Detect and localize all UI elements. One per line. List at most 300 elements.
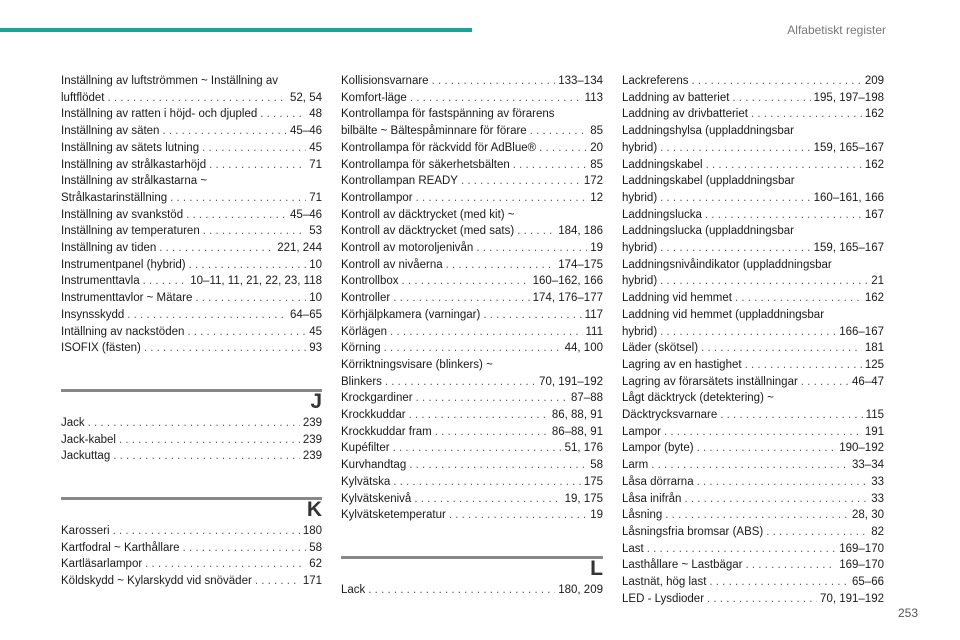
entry-term: Lampor (byte) [622, 442, 694, 455]
dot-leader [732, 90, 810, 107]
entry-pages: 45–46 [290, 125, 322, 138]
index-entry [341, 507, 603, 524]
entry-term: Komfort-läge [341, 91, 407, 104]
entry-pages: 190–192 [839, 442, 884, 455]
entry-pages: 10–11, 11, 21, 22, 23, 118 [190, 275, 322, 288]
index-column-2 [341, 73, 603, 599]
entry-pages: 111 [585, 325, 603, 338]
entry-pages: 64–65 [290, 308, 322, 321]
entry-term: Låsa inifrån [622, 492, 682, 505]
index-entry [61, 123, 322, 140]
entry-term: Läder (skötsel) [622, 342, 699, 355]
entry-pages: 160–162, 166 [532, 275, 603, 288]
entry-term: hybrid) [622, 242, 658, 255]
dot-leader [255, 573, 300, 590]
entry-pages: 115 [865, 409, 884, 422]
entries-group [61, 523, 322, 590]
entry-term: Lagring av förarsätets inställningar [622, 375, 798, 388]
dot-leader [113, 523, 300, 540]
index-entry [61, 207, 322, 224]
index-entry [341, 223, 603, 240]
index-entry [341, 257, 603, 274]
dot-leader [691, 73, 861, 90]
entry-pages: 20 [590, 141, 603, 154]
dot-leader [368, 582, 555, 599]
entries-group [61, 73, 322, 357]
entry-pages: 125 [864, 358, 884, 371]
index-entry [61, 415, 322, 432]
entry-term: Intällning av nackstöden [61, 325, 185, 338]
entry-term: Kylvätskenivå [341, 492, 412, 505]
dot-leader [393, 474, 581, 491]
index-entry [622, 273, 884, 290]
dot-leader [209, 157, 306, 174]
entry-pages: 195, 197–198 [813, 91, 884, 104]
dot-leader [697, 474, 869, 491]
entry-pages: 209 [864, 75, 884, 87]
index-entry [622, 157, 884, 174]
dot-leader [476, 240, 587, 257]
dot-leader [162, 123, 287, 140]
section-divider [341, 556, 603, 559]
index-entry-line: Laddning vid hemmet (uppladdningsbar [622, 308, 825, 321]
entry-term: Kontrollampor [341, 191, 413, 204]
dot-leader [709, 574, 849, 591]
entry-pages: 191 [864, 425, 884, 438]
dot-leader [517, 223, 555, 240]
entry-pages: 86, 88, 91 [551, 409, 603, 422]
index-entry [341, 123, 603, 140]
dot-leader [705, 207, 862, 224]
dot-leader [144, 340, 306, 357]
entry-term: Karosseri [61, 525, 110, 538]
section-letter: J [310, 389, 322, 413]
index-entry [341, 374, 603, 391]
entries-group [622, 73, 884, 608]
entry-pages: 58 [590, 459, 603, 472]
index-entry [61, 523, 322, 540]
entry-term: Körlägen [341, 325, 388, 338]
dot-leader [660, 273, 868, 290]
entry-pages: 181 [864, 342, 884, 355]
index-entry [341, 440, 603, 457]
dot-leader [416, 190, 588, 207]
entry-term: Krockgardiner [341, 392, 413, 405]
dot-leader [195, 290, 306, 307]
entry-pages: 33 [871, 492, 884, 505]
entry-pages: 10 [309, 292, 322, 305]
entry-pages: 33 [871, 475, 884, 488]
index-entry-line: Inställning av strålkastarna ~ [61, 175, 208, 188]
index-entry [622, 106, 884, 123]
entry-term: Körning [341, 342, 381, 355]
index-entry [622, 340, 884, 357]
entry-term: Lasthållare ~ Lastbägar [622, 559, 743, 572]
entry-pages: 180, 209 [558, 583, 603, 596]
dot-leader [697, 440, 837, 457]
entry-term: Lastnät, hög last [622, 576, 707, 589]
entry-pages: 167 [864, 208, 884, 221]
entry-pages: 169–170 [839, 559, 884, 572]
entry-term: hybrid) [622, 191, 658, 204]
entry-pages: 117 [584, 308, 603, 321]
index-entry [622, 591, 884, 608]
index-entry [622, 290, 884, 307]
dot-leader [189, 257, 307, 274]
index-entry [622, 574, 884, 591]
dot-leader [651, 457, 849, 474]
entry-pages: 162 [864, 108, 884, 121]
entry-pages: 53 [309, 225, 322, 238]
index-entry [61, 556, 322, 573]
index-entry [622, 73, 884, 90]
entry-pages: 171 [302, 575, 322, 588]
section-letter: K [306, 498, 322, 522]
dot-leader [186, 207, 287, 224]
entry-term: Lampor [622, 425, 661, 438]
entry-term: Strålkastarinställning [61, 191, 168, 204]
entry-pages: 159, 165–167 [813, 141, 884, 154]
index-entry-line: Inställning av luftströmmen ~ Inställning av [61, 75, 279, 87]
entry-pages: 113 [584, 91, 603, 104]
entry-term: Låsning [622, 509, 663, 522]
entry-pages: 65–66 [852, 576, 884, 589]
index-entry [341, 140, 603, 157]
index-entry [61, 573, 322, 590]
entry-pages: 133–134 [558, 75, 603, 87]
entry-pages: 239 [302, 416, 322, 429]
entry-term: Laddningslucka [622, 208, 702, 221]
index-entry [61, 540, 322, 557]
index-entry-line: Laddningshylsa (uppladdningsbar [622, 125, 794, 138]
entries-group [341, 582, 603, 599]
entry-term: Inställning av strålkastarhöjd [61, 158, 207, 171]
page-number: 253 [897, 606, 918, 620]
entry-pages: 71 [309, 158, 322, 171]
index-entry-line: Laddningslucka (uppladdningsbar [622, 225, 794, 238]
index-entry [622, 407, 884, 424]
index-entry [341, 240, 603, 257]
entry-pages: 172 [583, 175, 603, 188]
section-heading-j [61, 381, 322, 411]
dot-leader [385, 374, 536, 391]
entry-term: Inställning av tiden [61, 242, 157, 255]
entry-term: Inställning av ratten i höjd- och djupled [61, 108, 258, 121]
dot-leader [414, 491, 561, 508]
entry-term: Inställning av svankstöd [61, 208, 184, 221]
index-entry [341, 340, 603, 357]
index-column-3 [622, 73, 884, 608]
dot-leader [660, 324, 836, 341]
entry-term: hybrid) [622, 325, 658, 338]
dot-leader [446, 257, 556, 274]
dot-leader [113, 448, 300, 465]
entry-term: Kontrollampan READY [341, 175, 458, 188]
entry-term: Kontroller [341, 292, 391, 305]
index-entry-line: Körriktningsvisare (blinkers) ~ [341, 358, 493, 371]
index-entry [61, 273, 322, 290]
index-entry-line: Kontroll av däcktrycket (med kit) ~ [341, 208, 515, 221]
index-entry [61, 90, 322, 107]
entry-term: Kurvhandtag [341, 459, 407, 472]
dot-leader [88, 415, 300, 432]
entry-pages: 162 [864, 158, 884, 171]
dot-leader [159, 240, 274, 257]
entry-term: Kartläsarlampor [61, 558, 143, 571]
entry-pages: 85 [590, 158, 603, 171]
entry-term: Inställning av sätets lutning [61, 141, 200, 154]
index-entry [61, 307, 322, 324]
index-entry [622, 507, 884, 524]
dot-leader [530, 123, 588, 140]
entry-pages: 184, 186 [558, 225, 603, 238]
index-entry [622, 474, 884, 491]
dot-leader [202, 140, 306, 157]
index-entry [61, 240, 322, 257]
index-entry [61, 432, 322, 449]
index-entry [622, 557, 884, 574]
dot-leader [706, 157, 862, 174]
dot-leader [660, 190, 810, 207]
index-entry [622, 140, 884, 157]
index-entry [61, 106, 322, 123]
dot-leader [187, 324, 306, 341]
entry-term: Jack [61, 416, 85, 429]
dot-leader [766, 524, 868, 541]
index-entry [61, 448, 322, 465]
index-entry [341, 474, 603, 491]
entry-pages: 33–34 [852, 459, 884, 472]
dot-leader [203, 223, 306, 240]
entry-term: Insynsskydd [61, 308, 125, 321]
entry-term: Kontroll av motoroljenivån [341, 242, 474, 255]
index-entry [61, 223, 322, 240]
index-entry [341, 324, 603, 341]
section-divider [61, 497, 322, 500]
entry-pages: 45–46 [290, 208, 322, 221]
entry-pages: 45 [309, 325, 322, 338]
dot-leader [801, 374, 849, 391]
entry-term: Jack-kabel [61, 433, 116, 446]
entry-pages: 71 [309, 191, 322, 204]
entry-term: Lack [341, 583, 366, 596]
entry-term: Instrumentpanel (hybrid) [61, 258, 186, 271]
index-entry [341, 582, 603, 599]
index-entry-line: Kontrollampa för fastspänning av förarens [341, 108, 555, 121]
index-entry [61, 290, 322, 307]
index-entry [341, 90, 603, 107]
entry-term: Instrumenttavla [61, 275, 140, 288]
dot-leader [416, 390, 568, 407]
index-entry-line: Laddningskabel (uppladdningsbar [622, 175, 795, 188]
index-entry [341, 390, 603, 407]
entry-term: Krockkuddar [341, 409, 406, 422]
entry-term: Kontroll av däcktrycket (med sats) [341, 225, 515, 238]
dot-leader [260, 106, 306, 123]
dot-leader [684, 491, 868, 508]
entries-group [61, 415, 322, 465]
index-entry [341, 424, 603, 441]
dot-leader [720, 407, 862, 424]
dot-leader [127, 307, 287, 324]
index-entry [341, 157, 603, 174]
index-entry [622, 524, 884, 541]
entry-term: Kollisionsvarnare [341, 75, 429, 87]
entry-pages: 44, 100 [564, 342, 603, 355]
dot-leader [746, 557, 837, 574]
entry-pages: 28, 30 [852, 509, 884, 522]
dot-leader [751, 106, 862, 123]
section-heading-l [341, 548, 603, 578]
dot-leader [449, 507, 587, 524]
entry-pages: 70, 191–192 [539, 375, 603, 388]
index-entry [622, 440, 884, 457]
entry-pages: 159, 165–167 [813, 242, 884, 255]
entry-pages: 162 [864, 292, 884, 305]
dot-leader [483, 307, 581, 324]
dot-leader [393, 290, 529, 307]
entry-pages: 12 [590, 191, 603, 204]
dot-leader [647, 541, 836, 558]
entry-pages: 62 [309, 558, 322, 571]
entry-pages: 82 [871, 525, 884, 538]
dot-leader [701, 340, 862, 357]
index-entry [341, 173, 603, 190]
dot-leader [402, 273, 530, 290]
entry-term: Kartfodral ~ Karthållare [61, 541, 180, 554]
index-entry [341, 290, 603, 307]
index-entry [622, 207, 884, 224]
entry-term: Kylvätsketemperatur [341, 509, 446, 522]
entry-pages: 87–88 [571, 392, 603, 405]
entry-pages: 10 [309, 258, 322, 271]
index-entry [622, 357, 884, 374]
section-divider [61, 389, 322, 392]
dot-leader [143, 273, 188, 290]
dot-leader [745, 357, 862, 374]
dot-leader [183, 540, 307, 557]
index-entry [61, 340, 322, 357]
dot-leader [170, 190, 306, 207]
entry-term: Körhjälpkamera (varningar) [341, 308, 481, 321]
index-column-1 [61, 73, 322, 590]
dot-leader [707, 591, 817, 608]
entry-term: hybrid) [622, 141, 658, 154]
index-entry [341, 273, 603, 290]
entry-term: Inställning av säten [61, 125, 160, 138]
dot-leader [513, 157, 587, 174]
entry-term: Kylvätska [341, 475, 391, 488]
entry-pages: 46–47 [852, 375, 884, 388]
entry-pages: 21 [871, 275, 884, 288]
entry-term: Kontrollampa för säkerhetsbälten [341, 158, 510, 171]
index-entry [622, 90, 884, 107]
index-entry [61, 140, 322, 157]
index-entry [622, 491, 884, 508]
dot-leader [665, 507, 849, 524]
entry-term: Laddning av drivbatteriet [622, 108, 748, 121]
entry-term: Kontrollampa för räckvidd för AdBlue® [341, 141, 537, 154]
entry-pages: 19 [590, 242, 603, 255]
entry-pages: 239 [302, 433, 322, 446]
index-entry [622, 240, 884, 257]
dot-leader [393, 440, 562, 457]
entry-pages: 19 [590, 509, 603, 522]
entry-pages: 48 [309, 108, 322, 121]
entry-pages: 175 [583, 475, 603, 488]
entry-term: bilbälte ~ Bältespåminnare för förare [341, 125, 527, 138]
entry-pages: 174–175 [558, 258, 603, 271]
header-accent-bar [0, 28, 472, 32]
dot-leader [432, 73, 556, 90]
entry-pages: 19, 175 [564, 492, 603, 505]
entry-term: Låsa dörrarna [622, 475, 694, 488]
entry-term: hybrid) [622, 275, 658, 288]
entry-term: Kontrollbox [341, 275, 399, 288]
dot-leader [390, 324, 582, 341]
dot-leader [660, 140, 810, 157]
entry-term: LED - Lysdioder [622, 592, 705, 605]
index-entry [341, 73, 603, 90]
entry-pages: 239 [302, 450, 322, 463]
entry-pages: 45 [309, 141, 322, 154]
index-entry [341, 190, 603, 207]
index-entry [622, 374, 884, 391]
entry-term: Laddningskabel [622, 158, 703, 171]
entries-group [341, 73, 603, 524]
dot-leader [539, 140, 587, 157]
entry-pages: 166–167 [839, 325, 884, 338]
section-heading-k [61, 489, 322, 522]
index-entry [622, 424, 884, 441]
entry-pages: 51, 176 [564, 442, 603, 455]
entry-term: Lackreferens [622, 75, 689, 87]
entry-term: Krockkuddar fram [341, 425, 432, 438]
entry-pages: 86–88, 91 [551, 425, 603, 438]
index-entry [61, 157, 322, 174]
section-letter: L [590, 556, 603, 580]
entry-term: Inställning av temperaturen [61, 225, 200, 238]
entry-term: Laddning av batteriet [622, 91, 730, 104]
entry-pages: 180 [302, 525, 322, 538]
index-entry [341, 307, 603, 324]
index-entry-line: Laddningsnivåindikator (uppladdningsbar [622, 258, 832, 271]
entry-term: Lagring av en hastighet [622, 358, 742, 371]
entry-term: Larm [622, 459, 649, 472]
entry-term: ISOFIX (fästen) [61, 342, 141, 355]
index-entry [341, 491, 603, 508]
entry-term: Blinkers [341, 375, 382, 388]
index-entry [61, 324, 322, 341]
entry-pages: 221, 244 [277, 242, 322, 255]
index-entry [622, 541, 884, 558]
dot-leader [735, 290, 862, 307]
dot-leader [435, 424, 549, 441]
entry-term: Kupéfilter [341, 442, 390, 455]
entry-term: Instrumenttavlor ~ Mätare [61, 292, 193, 305]
entry-term: Låsningsfria bromsar (ABS) [622, 525, 764, 538]
entry-pages: 169–170 [839, 542, 884, 555]
index-entry [341, 407, 603, 424]
dot-leader [410, 90, 582, 107]
entry-pages: 174, 176–177 [532, 292, 603, 305]
entry-pages: 93 [309, 342, 322, 355]
dot-leader [664, 424, 862, 441]
index-entry [622, 457, 884, 474]
index-entry-line: Lågt däcktryck (detektering) ~ [622, 392, 774, 405]
dot-leader [409, 407, 549, 424]
entry-term: Laddning vid hemmet [622, 292, 732, 305]
